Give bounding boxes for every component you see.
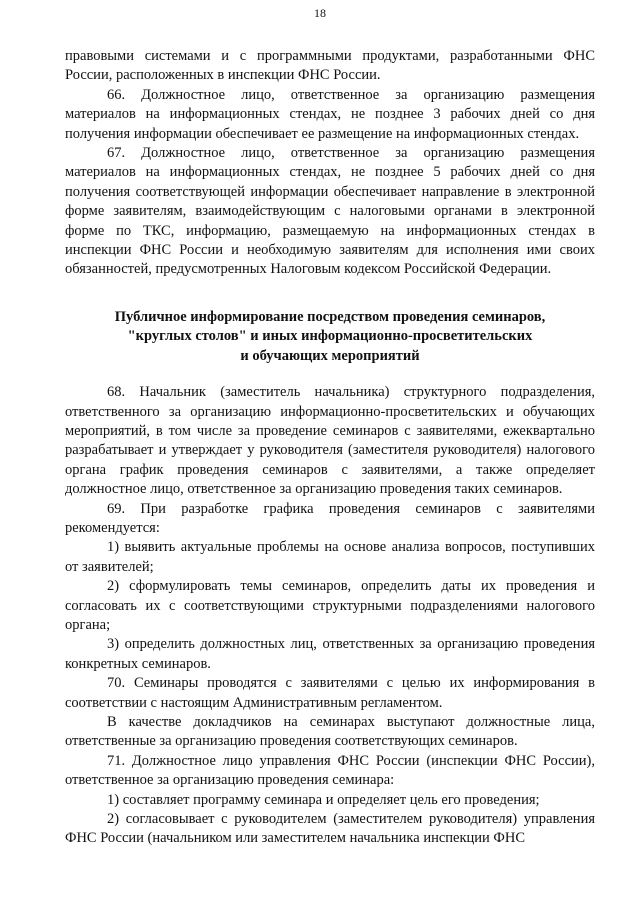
paragraph-70: 70. Семинары проводятся с заявителями с целью их информирования в соответствии с настоящим Административным регламентом. bbox=[65, 675, 595, 711]
paragraph-70-speakers: В качестве докладчиков на семинарах выступают должностные лица, ответственные за организацию проведения соответствующих семинаров. bbox=[65, 714, 595, 750]
paragraph-68: 68. Начальник (заместитель начальника) структурного подразделения, ответственного за организацию информационно-просветительских и обучающих мероприятий, в том числе за проведение семинаров с заявителями, ежеквартально разрабатывает и утверждает у руководителя (заместителя руководителя) налогового органа график проведения семинаров с заявителями, а также определяет должностное лицо, ответственное за организацию проведения таких семинаров. bbox=[65, 384, 595, 498]
section-heading-line-1: Публичное информирование посредством проведения семинаров, bbox=[114, 308, 546, 325]
section-heading-line-2: "круглых столов" и иных информационно-просветительских bbox=[127, 328, 533, 345]
section-heading bbox=[65, 308, 595, 366]
page-number: 18 bbox=[314, 6, 326, 20]
paragraph-66: 66. Должностное лицо, ответственное за организацию размещения материалов на информационных стендах, не позднее 3 рабочих дней со дня получения информации обеспечивает ее размещение на информационных стендах. bbox=[65, 86, 595, 142]
paragraph-71: 71. Должностное лицо управления ФНС России (инспекции ФНС России), ответственное за организацию проведения семинара: bbox=[65, 752, 595, 789]
section-heading-line-3: и обучающих мероприятий bbox=[240, 347, 420, 364]
document-body bbox=[65, 47, 595, 849]
paragraph-67: 67. Должностное лицо, ответственное за организацию размещения материалов на информационных стендах, не позднее 5 рабочих дней со дня получения соответствующей информации обеспечивает направление в электронной форме заявителям, взаимодействующим с налоговыми органами в электронной форме по ТКС, информацию, размещаемую на информационных стендах в инспекции ФНС России и необходимую заявителям для исполнения ими своих обязанностей, предусмотренных Налоговым кодексом Российской Федерации. bbox=[65, 145, 595, 278]
paragraph-71-item-2: 2) согласовывает с руководителем (заместителем руководителя) управления ФНС России (начальником или заместителем начальника инспекции ФНС bbox=[65, 811, 595, 847]
paragraph-continuation: правовыми системами и с программными продуктами, разработанными ФНС России, расположенных в инспекции ФНС России. bbox=[65, 48, 595, 84]
paragraph-69-item-2: 2) сформулировать темы семинаров, определить даты их проведения и согласовать их с соответствующими структурными подразделениями налогового органа; bbox=[65, 578, 595, 633]
paragraph-69: 69. При разработке графика проведения семинаров с заявителями рекомендуется: bbox=[65, 500, 595, 536]
paragraph-71-item-1: 1) составляет программу семинара и определяет цель его проведения; bbox=[107, 791, 540, 808]
paragraph-69-item-3: 3) определить должностных лиц, ответственных за организацию проведения конкретных семинаров. bbox=[65, 636, 595, 672]
paragraph-69-item-1: 1) выявить актуальные проблемы на основе анализа вопросов, поступивших от заявителей; bbox=[65, 539, 595, 575]
